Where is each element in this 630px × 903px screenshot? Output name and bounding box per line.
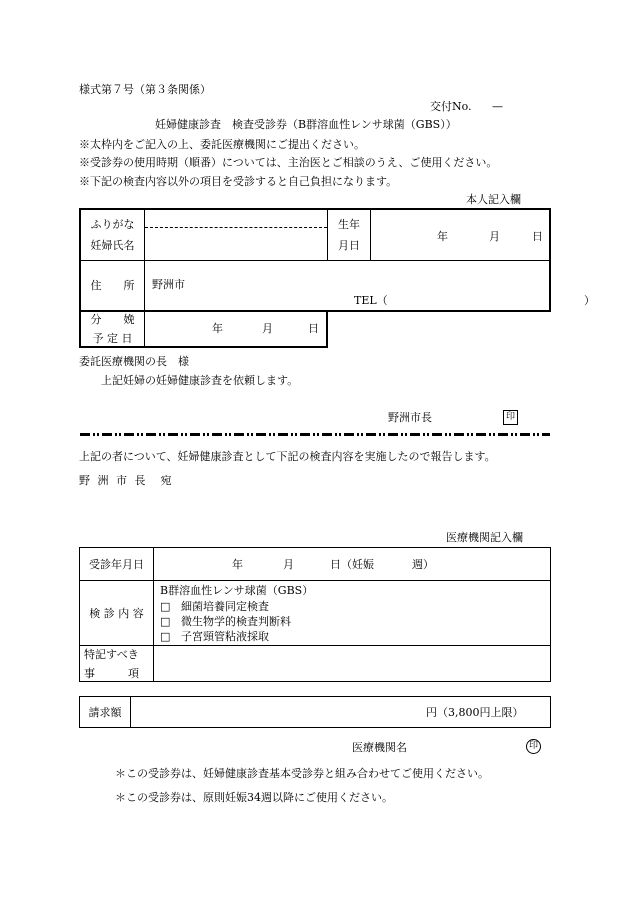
billing-table [79, 696, 551, 728]
due-date-label-2: 予 定 日 [92, 332, 133, 345]
test-name: B群溶血性レンサ球菌（GBS） [160, 584, 314, 597]
exam-day-pregnancy: 日（妊娠 [330, 558, 374, 571]
birth-month: 月 [489, 230, 500, 243]
exam-month: 月 [283, 558, 294, 571]
billing-amount: 円（3,800円上限） [426, 706, 524, 719]
address-value: 野洲市 [152, 277, 185, 291]
item-microbiology-fee: 微生物学的検査判断料 [181, 615, 291, 628]
cut-line [80, 433, 550, 436]
special-notes-field[interactable] [154, 646, 551, 682]
form-title: 妊婦健康診査 検査受診券（B群溶血性レンサ球菌（GBS）） [155, 118, 457, 131]
special-notes-label-1: 特記すべき [84, 648, 139, 661]
request-to: 委託医療機関の長 様 [79, 355, 189, 368]
checkbox-2[interactable]: □ [160, 615, 171, 628]
report-body: 上記の者について、妊婦健康診査として下記の検査内容を実施したので報告します。 [79, 450, 496, 463]
exam-content-field [154, 581, 551, 646]
item-cervical-mucus: 子宮頸管粘液採取 [181, 630, 269, 643]
note-3: ※下記の検査内容以外の項目を受診すると自己負担になります。 [79, 175, 398, 188]
address-label: 住 所 [80, 260, 145, 311]
request-body: 上記妊婦の妊婦健康診査を依頼します。 [101, 374, 299, 387]
due-month: 月 [262, 322, 273, 335]
note-1: ※太枠内をご記入の上、委託医療機関にご提出ください。 [79, 138, 365, 151]
clinic-name-label: 医療機関名 [352, 741, 407, 754]
address-field[interactable] [145, 260, 595, 311]
form-number: 様式第７号（第３条関係） [79, 83, 211, 96]
due-date-field[interactable] [145, 311, 328, 348]
self-entry-label: 本人記入欄 [466, 193, 521, 206]
note-2: ※受診券の使用時期（順番）については、主治医とご相談のうえ、ご使用ください。 [79, 156, 498, 169]
name-field[interactable] [145, 209, 328, 260]
checkbox-3[interactable]: □ [160, 630, 171, 643]
footer-note-1: ＊この受診券は、妊婦健康診査基本受診券と組み合わせてご使用ください。 [115, 767, 489, 780]
special-notes-label-2: 事 項 [84, 667, 139, 680]
name-label-cell [80, 209, 145, 260]
birth-label-cell [328, 209, 371, 260]
birth-label-2: 月日 [338, 239, 360, 253]
exam-date-label: 受診年月日 [80, 548, 154, 581]
exam-content-label: 検 診 内 容 [80, 581, 154, 646]
billing-label: 請求額 [80, 697, 131, 728]
birth-field[interactable] [371, 209, 552, 260]
due-day: 日 [308, 322, 319, 335]
billing-field[interactable] [131, 697, 551, 728]
due-date-label-1: 分 娩 [90, 313, 135, 326]
clinic-seal: 印 [526, 739, 541, 754]
exam-year: 年 [232, 558, 243, 571]
tel-close: ） [584, 293, 595, 307]
patient-table [79, 208, 595, 312]
mayor-label: 野洲市長 [388, 411, 432, 424]
issue-number-label: 交付No. [430, 100, 472, 113]
exam-week: 週） [412, 558, 434, 571]
mayor-seal: 印 [503, 410, 518, 425]
exam-table [79, 547, 551, 682]
special-notes-label-cell [80, 646, 154, 682]
furigana-divider [145, 227, 327, 228]
due-year: 年 [212, 322, 223, 335]
exam-date-field[interactable] [154, 548, 551, 581]
tel-label: TEL（ [354, 293, 388, 307]
clinic-entry-label: 医療機関記入欄 [446, 531, 523, 544]
item-culture-test: 細菌培養同定検査 [181, 600, 269, 613]
furigana-label: ふりがな [90, 218, 135, 232]
birth-label-1: 生年 [338, 218, 360, 232]
patient-table-right-border [549, 208, 551, 311]
report-to: 野 洲 市 長 宛 [79, 474, 174, 487]
due-date-label-cell [80, 311, 145, 348]
due-date-table [79, 310, 328, 348]
name-label: 妊婦氏名 [90, 239, 135, 253]
birth-year: 年 [437, 230, 448, 243]
issue-number-value: — [492, 100, 503, 113]
checkbox-1[interactable]: □ [160, 600, 171, 613]
birth-day: 日 [532, 230, 543, 243]
footer-note-2: ＊この受診券は、原則妊娠34週以降にご使用ください。 [115, 791, 393, 804]
